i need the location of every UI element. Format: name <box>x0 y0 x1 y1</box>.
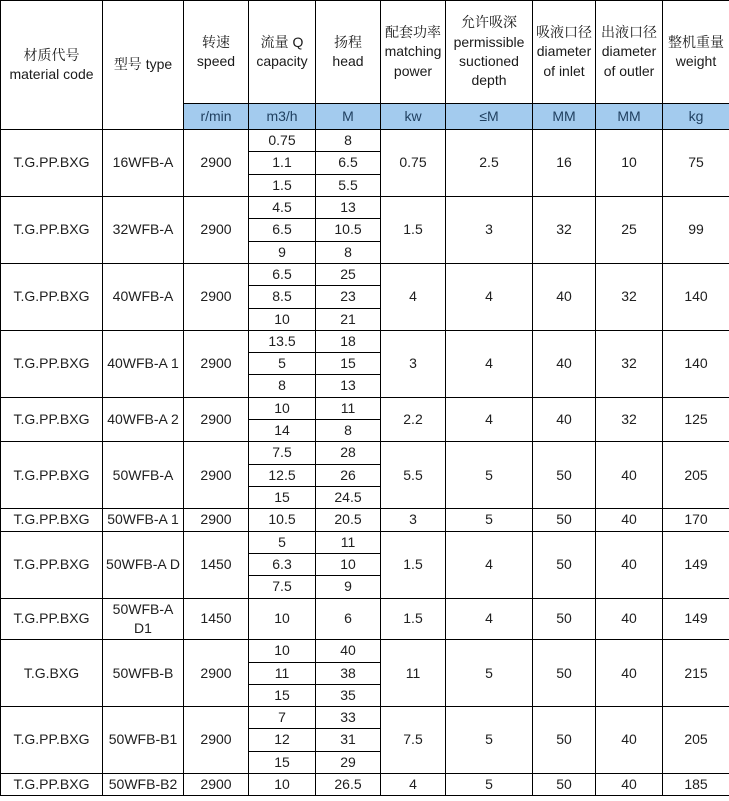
cell-material: T.G.PP.BXG <box>1 509 103 531</box>
unit-inlet: MM <box>533 104 596 130</box>
cell-type: 50WFB-B1 <box>103 707 184 774</box>
cell-head: 10.5 <box>316 219 381 241</box>
cell-head: 6.5 <box>316 152 381 174</box>
cell-weight: 125 <box>663 397 729 442</box>
cell-head: 21 <box>316 308 381 330</box>
header-inlet-diameter: 吸液口径 diameter of inlet <box>533 1 596 104</box>
cell-power: 2.2 <box>381 397 446 442</box>
cell-head: 26 <box>316 464 381 486</box>
cell-capacity: 5 <box>249 531 316 553</box>
table-row <box>1 397 729 419</box>
cell-head: 11 <box>316 531 381 553</box>
cell-weight: 149 <box>663 531 729 598</box>
cell-type: 50WFB-A <box>103 442 184 509</box>
header-matching-power: 配套功率 matching power <box>381 1 446 104</box>
cell-material: T.G.PP.BXG <box>1 442 103 509</box>
cell-material: T.G.PP.BXG <box>1 531 103 598</box>
cell-speed: 2900 <box>184 196 249 263</box>
cell-depth: 5 <box>446 509 533 531</box>
cell-speed: 1450 <box>184 531 249 598</box>
cell-speed: 2900 <box>184 442 249 509</box>
cell-material: T.G.BXG <box>1 640 103 707</box>
table-row <box>1 640 729 662</box>
unit-weight: kg <box>663 104 729 130</box>
cell-material: T.G.PP.BXG <box>1 330 103 397</box>
cell-type: 40WFB-A <box>103 263 184 330</box>
table-row <box>1 330 729 352</box>
table-row <box>1 442 729 464</box>
cell-head: 18 <box>316 330 381 352</box>
cell-speed: 2900 <box>184 263 249 330</box>
cell-capacity: 1.5 <box>249 174 316 196</box>
cell-head: 8 <box>316 130 381 152</box>
cell-inlet: 50 <box>533 509 596 531</box>
header-material-code: 材质代号 material code <box>1 1 103 130</box>
unit-speed: r/min <box>184 104 249 130</box>
cell-power: 3 <box>381 509 446 531</box>
cell-capacity: 14 <box>249 420 316 442</box>
cell-head: 9 <box>316 576 381 598</box>
cell-speed: 2900 <box>184 509 249 531</box>
cell-inlet: 40 <box>533 397 596 442</box>
cell-inlet: 50 <box>533 442 596 509</box>
table-row <box>1 774 729 796</box>
cell-outlet: 40 <box>596 640 663 707</box>
cell-weight: 140 <box>663 263 729 330</box>
cell-depth: 5 <box>446 774 533 796</box>
cell-outlet: 10 <box>596 130 663 197</box>
cell-capacity: 6.3 <box>249 553 316 575</box>
cell-power: 7.5 <box>381 707 446 774</box>
table-row <box>1 707 729 729</box>
cell-capacity: 10.5 <box>249 509 316 531</box>
cell-speed: 2900 <box>184 774 249 796</box>
cell-type: 50WFB-A D1 <box>103 598 184 640</box>
cell-head: 35 <box>316 684 381 706</box>
cell-capacity: 7.5 <box>249 442 316 464</box>
cell-weight: 170 <box>663 509 729 531</box>
cell-outlet: 25 <box>596 196 663 263</box>
header-suction-depth: 允许吸深 permissible suctioned depth <box>446 1 533 104</box>
cell-material: T.G.PP.BXG <box>1 397 103 442</box>
cell-head: 5.5 <box>316 174 381 196</box>
header-speed: 转速 speed <box>184 1 249 104</box>
cell-outlet: 40 <box>596 707 663 774</box>
cell-inlet: 40 <box>533 330 596 397</box>
cell-inlet: 50 <box>533 774 596 796</box>
cell-outlet: 40 <box>596 531 663 598</box>
cell-capacity: 10 <box>249 598 316 640</box>
cell-head: 13 <box>316 196 381 218</box>
cell-weight: 215 <box>663 640 729 707</box>
cell-head: 15 <box>316 353 381 375</box>
cell-inlet: 50 <box>533 707 596 774</box>
cell-depth: 4 <box>446 531 533 598</box>
cell-type: 50WFB-A 1 <box>103 509 184 531</box>
cell-capacity: 10 <box>249 774 316 796</box>
cell-outlet: 40 <box>596 509 663 531</box>
cell-capacity: 12.5 <box>249 464 316 486</box>
cell-outlet: 32 <box>596 397 663 442</box>
cell-depth: 5 <box>446 442 533 509</box>
cell-depth: 5 <box>446 640 533 707</box>
header-head: 扬程 head <box>316 1 381 104</box>
cell-outlet: 32 <box>596 330 663 397</box>
cell-material: T.G.PP.BXG <box>1 774 103 796</box>
unit-capacity: m3/h <box>249 104 316 130</box>
cell-material: T.G.PP.BXG <box>1 263 103 330</box>
unit-outlet: MM <box>596 104 663 130</box>
table-header <box>1 1 729 130</box>
cell-capacity: 5 <box>249 353 316 375</box>
cell-head: 33 <box>316 707 381 729</box>
cell-type: 50WFB-B <box>103 640 184 707</box>
cell-head: 29 <box>316 751 381 773</box>
cell-capacity: 10 <box>249 308 316 330</box>
cell-speed: 2900 <box>184 330 249 397</box>
cell-capacity: 0.75 <box>249 130 316 152</box>
cell-type: 50WFB-A D <box>103 531 184 598</box>
cell-head: 8 <box>316 241 381 263</box>
cell-material: T.G.PP.BXG <box>1 130 103 197</box>
cell-weight: 140 <box>663 330 729 397</box>
cell-outlet: 40 <box>596 774 663 796</box>
cell-material: T.G.PP.BXG <box>1 707 103 774</box>
cell-capacity: 13.5 <box>249 330 316 352</box>
table-row <box>1 130 729 152</box>
cell-power: 5.5 <box>381 442 446 509</box>
cell-capacity: 15 <box>249 684 316 706</box>
header-capacity: 流量 Q capacity <box>249 1 316 104</box>
cell-inlet: 50 <box>533 598 596 640</box>
cell-power: 4 <box>381 774 446 796</box>
cell-capacity: 8 <box>249 375 316 397</box>
cell-speed: 1450 <box>184 598 249 640</box>
cell-weight: 205 <box>663 707 729 774</box>
cell-capacity: 15 <box>249 751 316 773</box>
cell-depth: 4 <box>446 598 533 640</box>
cell-head: 6 <box>316 598 381 640</box>
cell-depth: 2.5 <box>446 130 533 197</box>
cell-weight: 75 <box>663 130 729 197</box>
unit-depth: ≤M <box>446 104 533 130</box>
cell-capacity: 10 <box>249 397 316 419</box>
cell-capacity: 8.5 <box>249 286 316 308</box>
cell-depth: 4 <box>446 397 533 442</box>
cell-capacity: 7.5 <box>249 576 316 598</box>
cell-material: T.G.PP.BXG <box>1 196 103 263</box>
cell-type: 32WFB-A <box>103 196 184 263</box>
table-row <box>1 509 729 531</box>
cell-type: 40WFB-A 1 <box>103 330 184 397</box>
cell-depth: 4 <box>446 263 533 330</box>
unit-head: M <box>316 104 381 130</box>
cell-material: T.G.PP.BXG <box>1 598 103 640</box>
cell-weight: 149 <box>663 598 729 640</box>
cell-capacity: 10 <box>249 640 316 662</box>
cell-inlet: 50 <box>533 640 596 707</box>
table-row <box>1 598 729 640</box>
cell-power: 1.5 <box>381 196 446 263</box>
unit-power: kw <box>381 104 446 130</box>
cell-head: 23 <box>316 286 381 308</box>
cell-weight: 99 <box>663 196 729 263</box>
cell-power: 1.5 <box>381 598 446 640</box>
table-row <box>1 531 729 553</box>
cell-capacity: 6.5 <box>249 219 316 241</box>
cell-head: 8 <box>316 420 381 442</box>
cell-capacity: 6.5 <box>249 263 316 285</box>
cell-depth: 5 <box>446 707 533 774</box>
cell-speed: 2900 <box>184 130 249 197</box>
cell-capacity: 7 <box>249 707 316 729</box>
cell-head: 40 <box>316 640 381 662</box>
cell-head: 38 <box>316 662 381 684</box>
cell-weight: 185 <box>663 774 729 796</box>
cell-capacity: 4.5 <box>249 196 316 218</box>
cell-capacity: 11 <box>249 662 316 684</box>
cell-speed: 2900 <box>184 640 249 707</box>
cell-depth: 3 <box>446 196 533 263</box>
cell-type: 50WFB-B2 <box>103 774 184 796</box>
cell-power: 1.5 <box>381 531 446 598</box>
cell-head: 25 <box>316 263 381 285</box>
cell-power: 4 <box>381 263 446 330</box>
cell-head: 31 <box>316 729 381 751</box>
cell-capacity: 12 <box>249 729 316 751</box>
cell-head: 13 <box>316 375 381 397</box>
header-row-main <box>1 1 729 104</box>
cell-head: 26.5 <box>316 774 381 796</box>
cell-head: 11 <box>316 397 381 419</box>
cell-head: 20.5 <box>316 509 381 531</box>
cell-power: 0.75 <box>381 130 446 197</box>
header-outlet-diameter: 出液口径 diameter of outler <box>596 1 663 104</box>
header-weight: 整机重量 weight <box>663 1 729 104</box>
cell-inlet: 40 <box>533 263 596 330</box>
cell-weight: 205 <box>663 442 729 509</box>
cell-speed: 2900 <box>184 707 249 774</box>
cell-outlet: 32 <box>596 263 663 330</box>
cell-inlet: 50 <box>533 531 596 598</box>
cell-inlet: 32 <box>533 196 596 263</box>
cell-capacity: 1.1 <box>249 152 316 174</box>
cell-outlet: 40 <box>596 442 663 509</box>
cell-type: 16WFB-A <box>103 130 184 197</box>
cell-type: 40WFB-A 2 <box>103 397 184 442</box>
header-type: 型号 type <box>103 1 184 130</box>
cell-head: 10 <box>316 553 381 575</box>
cell-speed: 2900 <box>184 397 249 442</box>
table-body <box>1 130 729 796</box>
cell-depth: 4 <box>446 330 533 397</box>
table-row <box>1 196 729 218</box>
cell-power: 3 <box>381 330 446 397</box>
cell-capacity: 15 <box>249 487 316 509</box>
cell-head: 28 <box>316 442 381 464</box>
cell-power: 11 <box>381 640 446 707</box>
cell-outlet: 40 <box>596 598 663 640</box>
cell-inlet: 16 <box>533 130 596 197</box>
table-row <box>1 263 729 285</box>
cell-head: 24.5 <box>316 487 381 509</box>
cell-capacity: 9 <box>249 241 316 263</box>
